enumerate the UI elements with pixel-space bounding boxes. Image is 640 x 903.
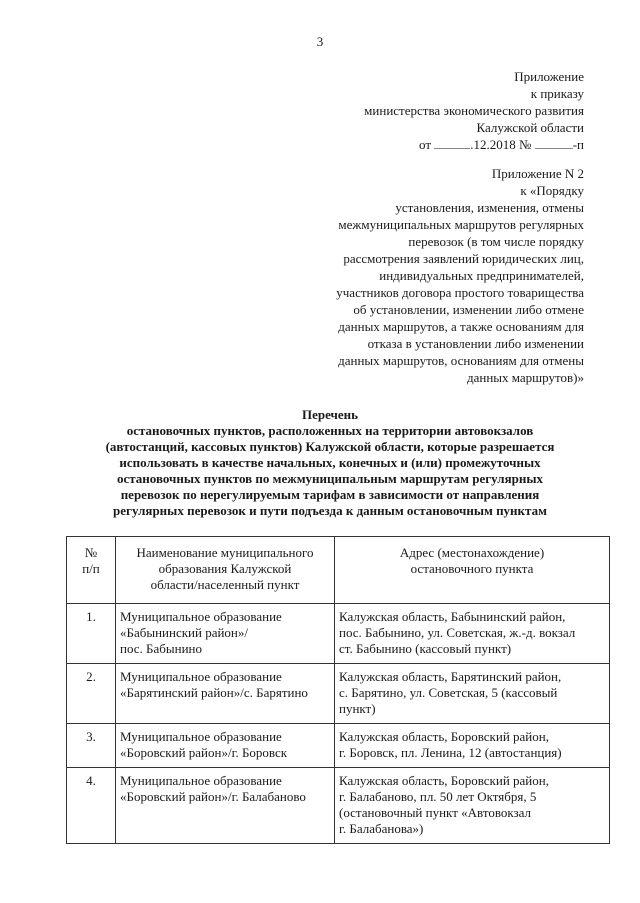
title-line: остановочных пунктов, расположенных на территории автовокзалов [126,423,534,438]
appendix-2-line: об установлении, изменении либо отмене [353,302,584,317]
order-day-blank [434,148,470,149]
row-municipality: Муниципальное образование «Боровский район»/г. Боровск [116,724,335,768]
title-line: (автостанций, кассовых пунктов) Калужской области, которые разрешается [105,439,555,454]
order-date-prefix: от [419,137,432,152]
appendix-2-line: отказа в установлении либо изменении [367,336,584,351]
table-header-row [67,537,610,604]
appendix-header-line: Приложение [514,69,584,84]
appendix-header [364,68,584,153]
appendix-2-line: перевозок (в том числе порядку [408,234,584,249]
row-address: Калужская область, Боровский район, г. Боровск, пл. Ленина, 12 (автостанция) [335,724,610,768]
header-address: Адрес (местонахождение) остановочного пункта [335,537,610,604]
table-row [67,724,610,768]
appendix-header-line: министерства экономического развития [364,103,584,118]
row-num: 3. [67,724,116,768]
stops-table [66,536,610,844]
appendix-2-line: Приложение N 2 [491,166,584,181]
header-num: № п/п [67,537,116,604]
row-municipality: Муниципальное образование «Боровский район»/г. Балабаново [116,768,335,844]
order-number-blank [535,148,573,149]
row-municipality: Муниципальное образование «Барятинский район»/с. Барятино [116,664,335,724]
title-line: остановочных пунктов по межмуниципальным маршрутам регулярных [116,471,543,486]
row-address: Калужская область, Боровский район, г. Балабаново, пл. 50 лет Октября, 5 (остановочный пункт «Автовокзал г. Балабанова») [335,768,610,844]
table-row [67,768,610,844]
table-row [67,604,610,664]
order-date-value: .12.2018 № [470,137,532,152]
title-line: регулярных перевозок и пути подъезда к данным остановочным пунктам [113,503,547,518]
row-address: Калужская область, Бабынинский район, пос. Бабынино, ул. Советская, ж.-д. вокзал ст. Бабынино (кассовый пункт) [335,604,610,664]
row-num: 1. [67,604,116,664]
table-row [67,664,610,724]
row-num: 2. [67,664,116,724]
header-municipality: Наименование муниципального образования Калужской области/населенный пункт [116,537,335,604]
appendix-2-line: рассмотрения заявлений юридических лиц, [343,251,584,266]
appendix-2-line: к «Порядку [520,183,584,198]
row-num: 4. [67,768,116,844]
appendix-2-line: установления, изменения, отмены [395,200,584,215]
appendix-2-line: данных маршрутов, а также основаниям для [338,319,584,334]
document-title [60,407,600,519]
row-address: Калужская область, Барятинский район, с. Барятино, ул. Советская, 5 (кассовый пункт) [335,664,610,724]
page-number: 3 [316,34,324,49]
appendix-header-line: Калужской области [476,120,584,135]
title-line: использовать в качестве начальных, конечных и (или) промежуточных [119,455,541,470]
row-municipality: Муниципальное образование «Бабынинский район»/ пос. Бабынино [116,604,335,664]
appendix-2-line: данных маршрутов)» [466,370,584,385]
title-line: перевозок по нерегулируемым тарифам в зависимости от направления [120,487,540,502]
title-line: Перечень [301,407,359,422]
appendix-2-line: данных маршрутов, основаниям для отмены [338,353,584,368]
appendix-2-line: участников договора простого товарищества [336,285,584,300]
order-date-line [364,136,584,153]
appendix-header-line: к приказу [530,86,584,101]
appendix-2-header [336,165,584,386]
appendix-2-line: индивидуальных предпринимателей, [379,268,584,283]
order-number-suffix: -п [572,137,584,152]
appendix-2-line: межмуниципальных маршрутов регулярных [338,217,584,232]
